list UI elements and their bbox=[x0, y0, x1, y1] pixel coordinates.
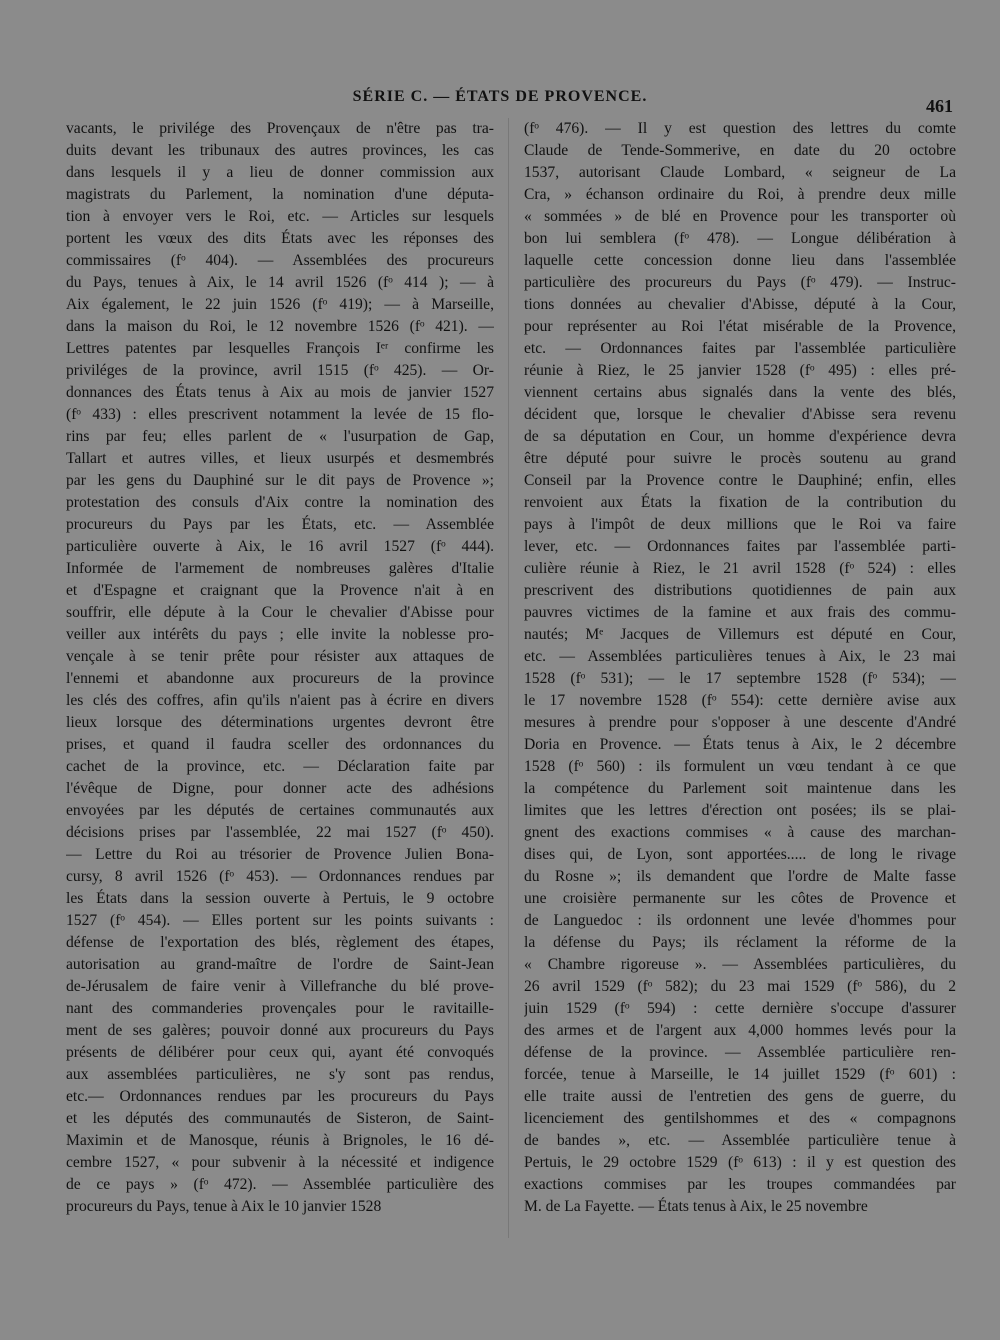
text-line: de ce pays » (fᵒ 472). — Assemblée particulière des bbox=[66, 1176, 494, 1193]
text-line: les clés des coffres, afin qu'ils n'aient pas à écrire en divers bbox=[66, 692, 494, 709]
text-line: de sa députation en Cour, un homme d'expérience devra bbox=[524, 428, 956, 445]
text-line: Cra, » échanson ordinaire du Roi, à prendre deux mille bbox=[524, 186, 956, 203]
text-line: souffrir, elle députe à la Cour le chevalier d'Abisse pour bbox=[66, 604, 494, 621]
text-line: nant des commanderies provençales pour le ravitaille- bbox=[66, 1000, 494, 1017]
text-line: bon lui semblera (fᵒ 478). — Longue délibération à bbox=[524, 230, 956, 247]
text-line: autorisation au grand-maître de l'ordre de Saint-Jean bbox=[66, 956, 494, 973]
text-line: elle traite aussi de l'entretien des gens de guerre, du bbox=[524, 1088, 956, 1105]
text-line: Conseil par la Provence contre le Dauphiné; enfin, elles bbox=[524, 472, 956, 489]
text-line: 1528 (fᵒ 560) : ils formulent un vœu tendant à ce que bbox=[524, 758, 956, 775]
text-line: par les gens du Dauphiné sur le dit pays de Provence »; bbox=[66, 472, 494, 489]
text-line: 1527 (fᵒ 454). — Elles portent sur les points suivants : bbox=[66, 912, 494, 929]
text-line: des armes et de l'argent aux 4,000 hommes levés pour la bbox=[524, 1022, 956, 1039]
text-line: 26 avril 1529 (fᵒ 582); du 23 mai 1529 (fᵒ 586), du 2 bbox=[524, 978, 956, 995]
text-line: (fᵒ 476). — Il y est question des lettres du comte bbox=[524, 120, 956, 137]
text-line: Lettres patentes par lesquelles François Iᵉʳ confirme les bbox=[66, 340, 494, 357]
text-line: mesures à prendre pour s'opposer à une descente d'André bbox=[524, 714, 956, 731]
text-line: aux assemblées particulières, ne s'y sont pas rendus, bbox=[66, 1066, 494, 1083]
text-line: juin 1529 (fᵒ 594) : cette dernière s'occupe d'assurer bbox=[524, 1000, 956, 1017]
text-line: lever, etc. — Ordonnances faites par l'assemblée parti- bbox=[524, 538, 956, 555]
text-line: nautés; Mᵉ Jacques de Villemurs est député en Cour, bbox=[524, 626, 956, 643]
text-line: pauvres victimes de la famine et aux frais des commu- bbox=[524, 604, 956, 621]
text-line: être député pour suivre le procès soutenu au grand bbox=[524, 450, 956, 467]
text-line: culière réunie à Riez, le 21 avril 1528 (fᵒ 524) : elles bbox=[524, 560, 956, 577]
text-line: cursy, 8 avril 1526 (fᵒ 453). — Ordonnances rendues par bbox=[66, 868, 494, 885]
text-line: tions données au chevalier d'Abisse, député à la Cour, bbox=[524, 296, 956, 313]
text-line: l'ennemi et abandonne aux procureurs de la province bbox=[66, 670, 494, 687]
text-line: etc.— Ordonnances rendues par les procureurs du Pays bbox=[66, 1088, 494, 1105]
left-column bbox=[66, 118, 494, 1218]
text-line: prescrivent des distributions quotidiennes de pain aux bbox=[524, 582, 956, 599]
text-line: dans lesquels il y a lieu de donner commission aux bbox=[66, 164, 494, 181]
text-line: portent les vœux des dits États avec les réponses des bbox=[66, 230, 494, 247]
text-line: les États dans la session ouverte à Pertuis, le 9 octobre bbox=[66, 890, 494, 907]
text-line: vençale à se tenir prête pour résister aux attaques de bbox=[66, 648, 494, 665]
text-line: forcée, tenue à Marseille, le 14 juillet 1529 (fᵒ 601) : bbox=[524, 1066, 956, 1083]
text-line: présents de délibérer pour ceux qui, ayant été convoqués bbox=[66, 1044, 494, 1061]
text-line: dises qui, de Lyon, sont apportées..... de long le rivage bbox=[524, 846, 956, 863]
text-line: prises, et quand il faudra sceller des ordonnances du bbox=[66, 736, 494, 753]
right-column bbox=[524, 118, 956, 1218]
text-line: Aix également, le 22 juin 1526 (fᵒ 419); — à Marseille, bbox=[66, 296, 494, 313]
text-line: Informée de l'armement de nombreuses galères d'Italie bbox=[66, 560, 494, 577]
text-line: la défense du Pays; ils réclament la réforme de la bbox=[524, 934, 956, 951]
text-line: rins par feu; elles parlent de « l'usurpation de Gap, bbox=[66, 428, 494, 445]
text-line: limites que les lettres d'érection ont posées; ils se plai- bbox=[524, 802, 956, 819]
text-line: commissaires (fᵒ 404). — Assemblées des procureurs bbox=[66, 252, 494, 269]
text-line: veiller aux intérêts du pays ; elle invite la noblesse pro- bbox=[66, 626, 494, 643]
text-line: (fᵒ 433) : elles prescrivent notamment la levée de 15 flo- bbox=[66, 406, 494, 423]
text-line: « Chambre rigoreuse ». — Assemblées particulières, du bbox=[524, 956, 956, 973]
text-line: et d'Espagne et craignant que la Provence n'ait à en bbox=[66, 582, 494, 599]
text-line: magistrats du Parlement, la nomination d'une députa- bbox=[66, 186, 494, 203]
text-line: Maximin et de Manosque, réunis à Brignoles, le 16 dé- bbox=[66, 1132, 494, 1149]
text-line: particulière des procureurs du Pays (fᵒ 479). — Instruc- bbox=[524, 274, 956, 291]
text-line: procureurs du Pays, tenue à Aix le 10 janvier 1528 bbox=[66, 1198, 382, 1215]
text-line: gnent des exactions commises « à cause des marchan- bbox=[524, 824, 956, 841]
text-line: priviléges de la province, avril 1515 (fᵒ 425). — Or- bbox=[66, 362, 494, 379]
text-line: lieux lorsque des déterminations urgentes devront être bbox=[66, 714, 494, 731]
text-line: Doria en Provence. — États tenus à Aix, le 2 décembre bbox=[524, 736, 956, 753]
text-line: du Rosne »; ils demandent que l'ordre de Malte fasse bbox=[524, 868, 956, 885]
text-line: une croisière permanente sur les côtes de Provence et bbox=[524, 890, 956, 907]
text-line: pour représenter au Roi l'état misérable de la Provence, bbox=[524, 318, 956, 335]
text-line: Claude de Tende-Sommerive, en date du 20 octobre bbox=[524, 142, 956, 159]
page-number: 461 bbox=[926, 96, 953, 116]
text-line: Pertuis, le 29 octobre 1529 (fᵒ 613) : il y est question des bbox=[524, 1154, 956, 1171]
text-line: décisions prises par l'assemblée, 22 mai 1527 (fᵒ 450). bbox=[66, 824, 494, 841]
text-line: exactions commises par les troupes commandées par bbox=[524, 1176, 956, 1193]
text-line: protestation des consuls d'Aix contre la nomination des bbox=[66, 494, 494, 511]
text-line: envoyées par les députés de certaines communautés aux bbox=[66, 802, 494, 819]
text-line: renvoient aux États la fixation de la contribution du bbox=[524, 494, 956, 511]
running-title: SÉRIE C. — ÉTATS DE PROVENCE. bbox=[352, 88, 648, 105]
text-line: procureurs du Pays par les États, etc. — Assemblée bbox=[66, 516, 494, 533]
text-line: cembre 1527, « pour subvenir à la nécessité et indigence bbox=[66, 1154, 494, 1171]
text-line: la compétence du Parlement soit maintenue dans les bbox=[524, 780, 956, 797]
text-line: particulière ouverte à Aix, le 16 avril 1527 (fᵒ 444). bbox=[66, 538, 494, 555]
text-line: défense de la province. — Assemblée particulière ren- bbox=[524, 1044, 956, 1061]
text-line: décident que, lorsque le chevalier d'Abisse sera revenu bbox=[524, 406, 956, 423]
column-divider bbox=[508, 118, 509, 1238]
text-line: viennent certains abus signalés dans la vente des blés, bbox=[524, 384, 956, 401]
text-line: duits devant les tribunaux des autres provinces, les cas bbox=[66, 142, 494, 159]
text-line: dans la maison du Roi, le 12 novembre 1526 (fᵒ 421). — bbox=[66, 318, 494, 335]
text-line: Tallart et autres villes, et lieux usurpés et desmembrés bbox=[66, 450, 494, 467]
text-line: 1537, autorisant Claude Lombard, « seigneur de La bbox=[524, 164, 956, 181]
text-line: ment de ses galères; pouvoir donné aux procureurs du Pays bbox=[66, 1022, 494, 1039]
text-line: licenciement des gentilshommes et des « compagnons bbox=[524, 1110, 956, 1127]
text-line: « sommées » de blé en Provence pour les transporter où bbox=[524, 208, 956, 225]
text-line: tion à envoyer vers le Roi, etc. — Articles sur lesquels bbox=[66, 208, 494, 225]
text-line: le 17 novembre 1528 (fᵒ 554): cette dernière avise aux bbox=[524, 692, 956, 709]
text-line: — Lettre du Roi au trésorier de Provence Julien Bona- bbox=[66, 846, 494, 863]
text-line: et les députés des communautés de Sisteron, de Saint- bbox=[66, 1110, 494, 1127]
text-line: vacants, le privilége des Provençaux de n'être pas tra- bbox=[66, 120, 494, 137]
text-line: 1528 (fᵒ 531); — le 17 septembre 1528 (fᵒ 534); — bbox=[524, 670, 956, 687]
text-line: du Pays, tenues à Aix, le 14 avril 1526 (fᵒ 414 ); — à bbox=[66, 274, 494, 291]
text-line: de-Jérusalem de faire venir à Villefranche du blé prove- bbox=[66, 978, 494, 995]
text-line: etc. — Assemblées particulières tenues à Aix, le 23 mai bbox=[524, 648, 956, 665]
text-line: l'évêque de Digne, pour donner acte des adhésions bbox=[66, 780, 494, 797]
text-line: de Languedoc : ils ordonnent une levée d'hommes pour bbox=[524, 912, 956, 929]
text-line: donnances des États tenus à Aix au mois de janvier 1527 bbox=[66, 384, 494, 401]
text-line: de bandes », etc. — Assemblée particulière tenue à bbox=[524, 1132, 956, 1149]
text-line: M. de La Fayette. — États tenus à Aix, le 25 novembre bbox=[524, 1198, 868, 1215]
text-line: etc. — Ordonnances faites par l'assemblée particulière bbox=[524, 340, 956, 357]
text-line: défense de l'exportation des blés, règlement des étapes, bbox=[66, 934, 494, 951]
text-line: laquelle cette concession donne lieu dans l'assemblée bbox=[524, 252, 956, 269]
text-line: cachet de la province, etc. — Déclaration faite par bbox=[66, 758, 494, 775]
text-line: pays à l'impôt de deux millions que le Roi va faire bbox=[524, 516, 956, 533]
text-line: réunie à Riez, le 25 janvier 1528 (fᵒ 495) : elles pré- bbox=[524, 362, 956, 379]
